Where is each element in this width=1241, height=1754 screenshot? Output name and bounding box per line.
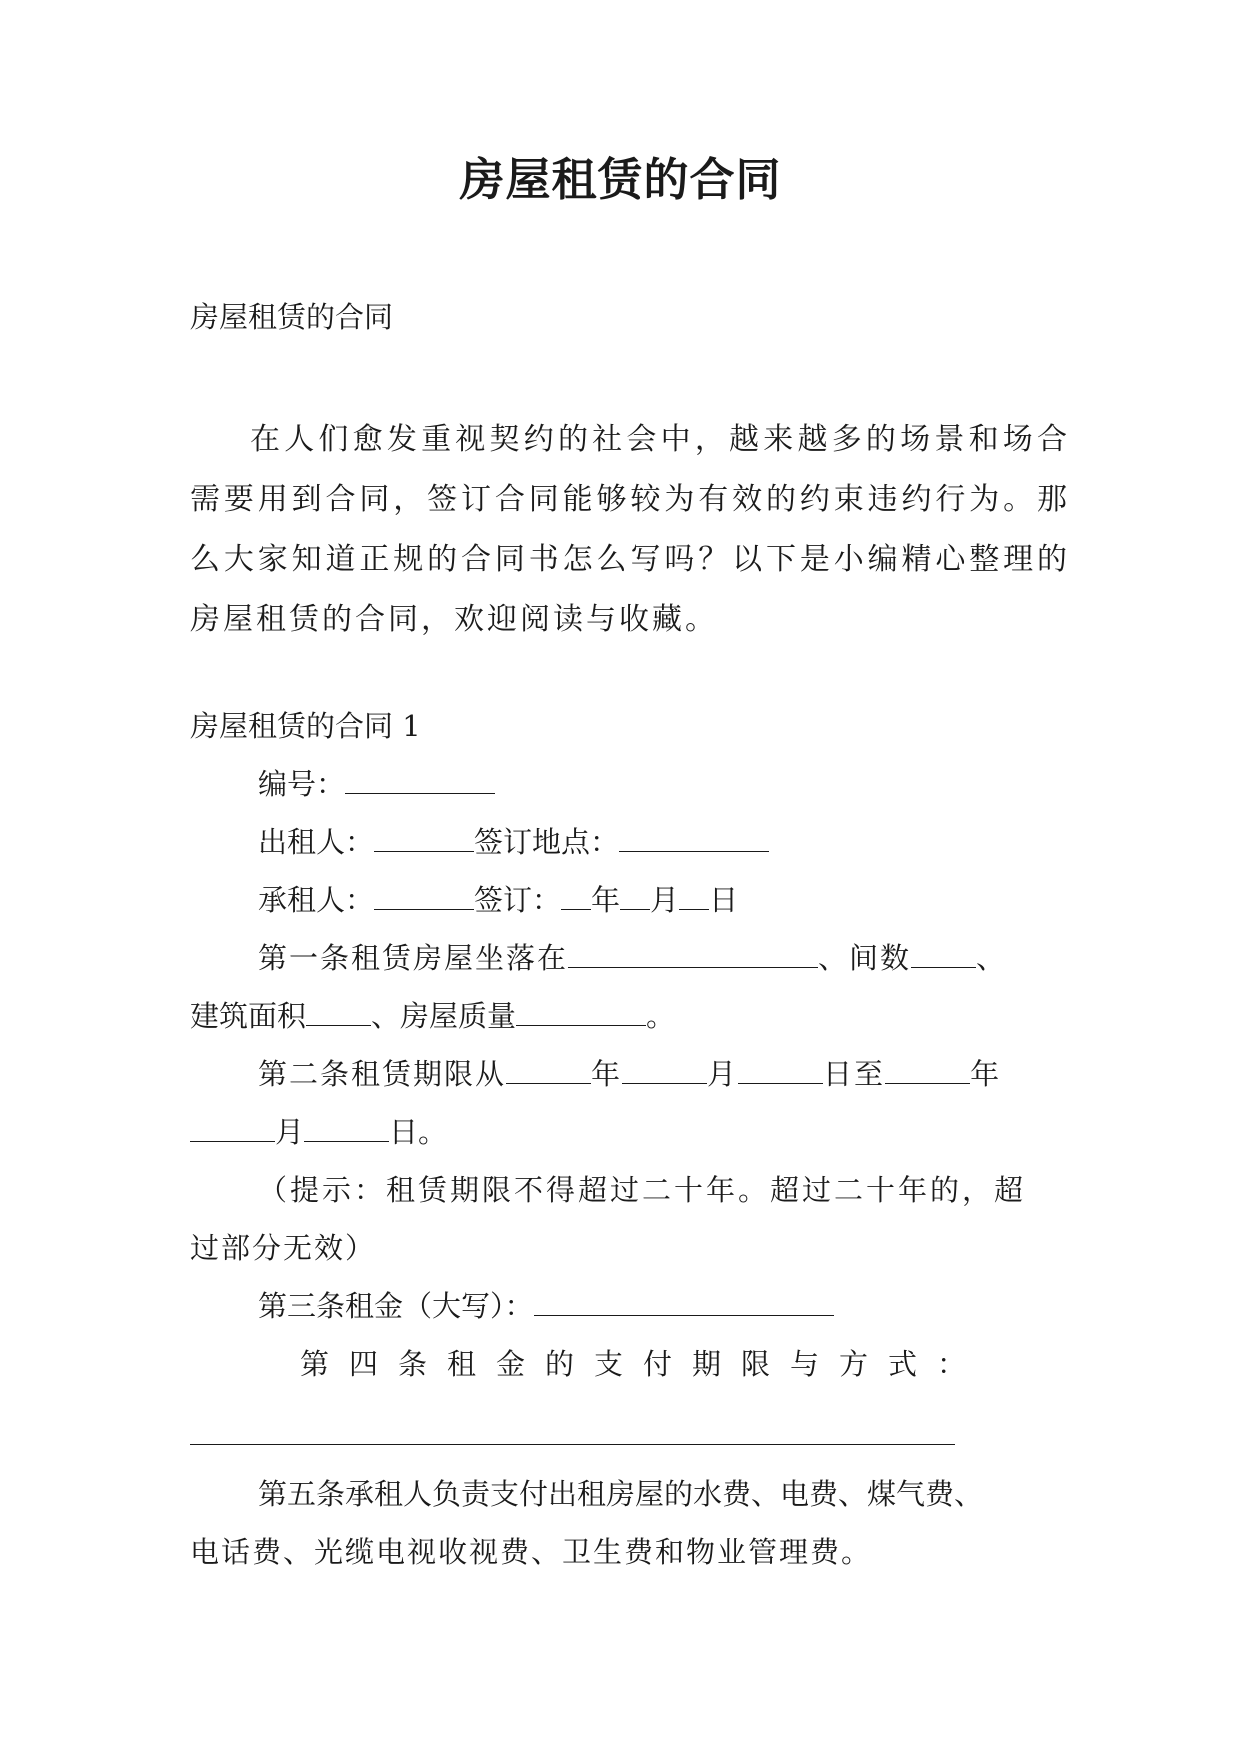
start-month-blank[interactable] — [622, 1055, 707, 1084]
note-line-2: 过部分无效） — [190, 1231, 377, 1265]
document-subtitle: 房屋租赁的合同 — [190, 300, 394, 334]
article-2-end: 日。 — [389, 1115, 448, 1149]
document-title: 房屋租赁的合同 — [459, 153, 782, 206]
sign-day-text: 日 — [709, 883, 739, 917]
sign-place-blank[interactable] — [619, 823, 769, 852]
intro-paragraph: 在人们愈发重视契约的社会中，越来越多的场景和场合需要用到合同，签订合同能够较为有效的约束违约行为。那么大家知道正规的合同书怎么写吗？以下是小编精心整理的房屋租赁的合同，欢迎阅读与收藏。 — [190, 422, 1070, 637]
area-blank[interactable] — [306, 997, 371, 1026]
end-year-text: 年 — [970, 1057, 1002, 1091]
article-1-rooms: 、间数 — [818, 941, 912, 975]
article-5-line-2: 电话费、光缆电视收视费、卫生费和物业管理费。 — [190, 1535, 873, 1569]
end-month-blank[interactable] — [190, 1113, 275, 1142]
number-label: 编号： — [258, 767, 346, 801]
start-year-blank[interactable] — [506, 1055, 591, 1084]
sign-label: 签订： — [474, 883, 562, 917]
start-year-text: 年 — [591, 1057, 623, 1091]
lessor-label: 出租人： — [258, 825, 375, 859]
start-month-text: 月 — [707, 1057, 739, 1091]
article-2-prefix: 第二条租赁期限从 — [258, 1057, 507, 1091]
end-year-blank[interactable] — [885, 1055, 970, 1084]
rent-amount-blank[interactable] — [534, 1287, 834, 1316]
article-4-label: 第四条租金的支付期限与方式： — [300, 1347, 987, 1381]
article-1-area: 建筑面积 — [190, 999, 307, 1033]
article-2-line-2 — [190, 1112, 1070, 1152]
rooms-blank[interactable] — [911, 939, 976, 968]
quality-blank[interactable] — [516, 997, 646, 1026]
end-day-blank[interactable] — [304, 1113, 389, 1142]
end-month-text: 月 — [275, 1115, 305, 1149]
article-1-line-2 — [190, 996, 1070, 1036]
payment-method-blank[interactable] — [190, 1444, 955, 1445]
sign-place-label: 签订地点： — [474, 825, 620, 859]
article-2-line-1 — [258, 1054, 1138, 1094]
location-blank[interactable] — [568, 939, 818, 968]
article-1-prefix: 第一条租赁房屋坐落在 — [258, 941, 569, 975]
start-day-blank[interactable] — [738, 1055, 823, 1084]
sign-year-blank[interactable] — [561, 881, 591, 910]
lessee-row — [258, 880, 1138, 920]
lessor-blank[interactable] — [374, 823, 474, 852]
note-line-1: （提示：租赁期限不得超过二十年。超过二十年的，超 — [258, 1173, 1027, 1207]
article-3-row — [258, 1286, 1138, 1326]
number-blank[interactable] — [345, 765, 495, 794]
lessee-blank[interactable] — [374, 881, 474, 910]
article-1-quality: 、房屋质量 — [371, 999, 517, 1033]
number-row — [258, 764, 1138, 804]
sign-year-text: 年 — [591, 883, 621, 917]
sign-month-text: 月 — [650, 883, 680, 917]
article-1-end: 。 — [646, 999, 676, 1033]
article-5-line-1: 第五条承租人负责支付出租房屋的水费、电费、煤气费、 — [258, 1477, 984, 1511]
article-1-comma: 、 — [976, 941, 1008, 975]
article-2-to: 日至 — [823, 1057, 886, 1091]
contract-heading: 房屋租赁的合同 1 — [190, 709, 421, 743]
lessor-row — [258, 822, 1138, 862]
sign-month-blank[interactable] — [620, 881, 650, 910]
sign-day-blank[interactable] — [679, 881, 709, 910]
article-1-line-1 — [258, 938, 1138, 978]
lessee-label: 承租人： — [258, 883, 375, 917]
article-3-label: 第三条租金（大写）： — [258, 1289, 534, 1323]
